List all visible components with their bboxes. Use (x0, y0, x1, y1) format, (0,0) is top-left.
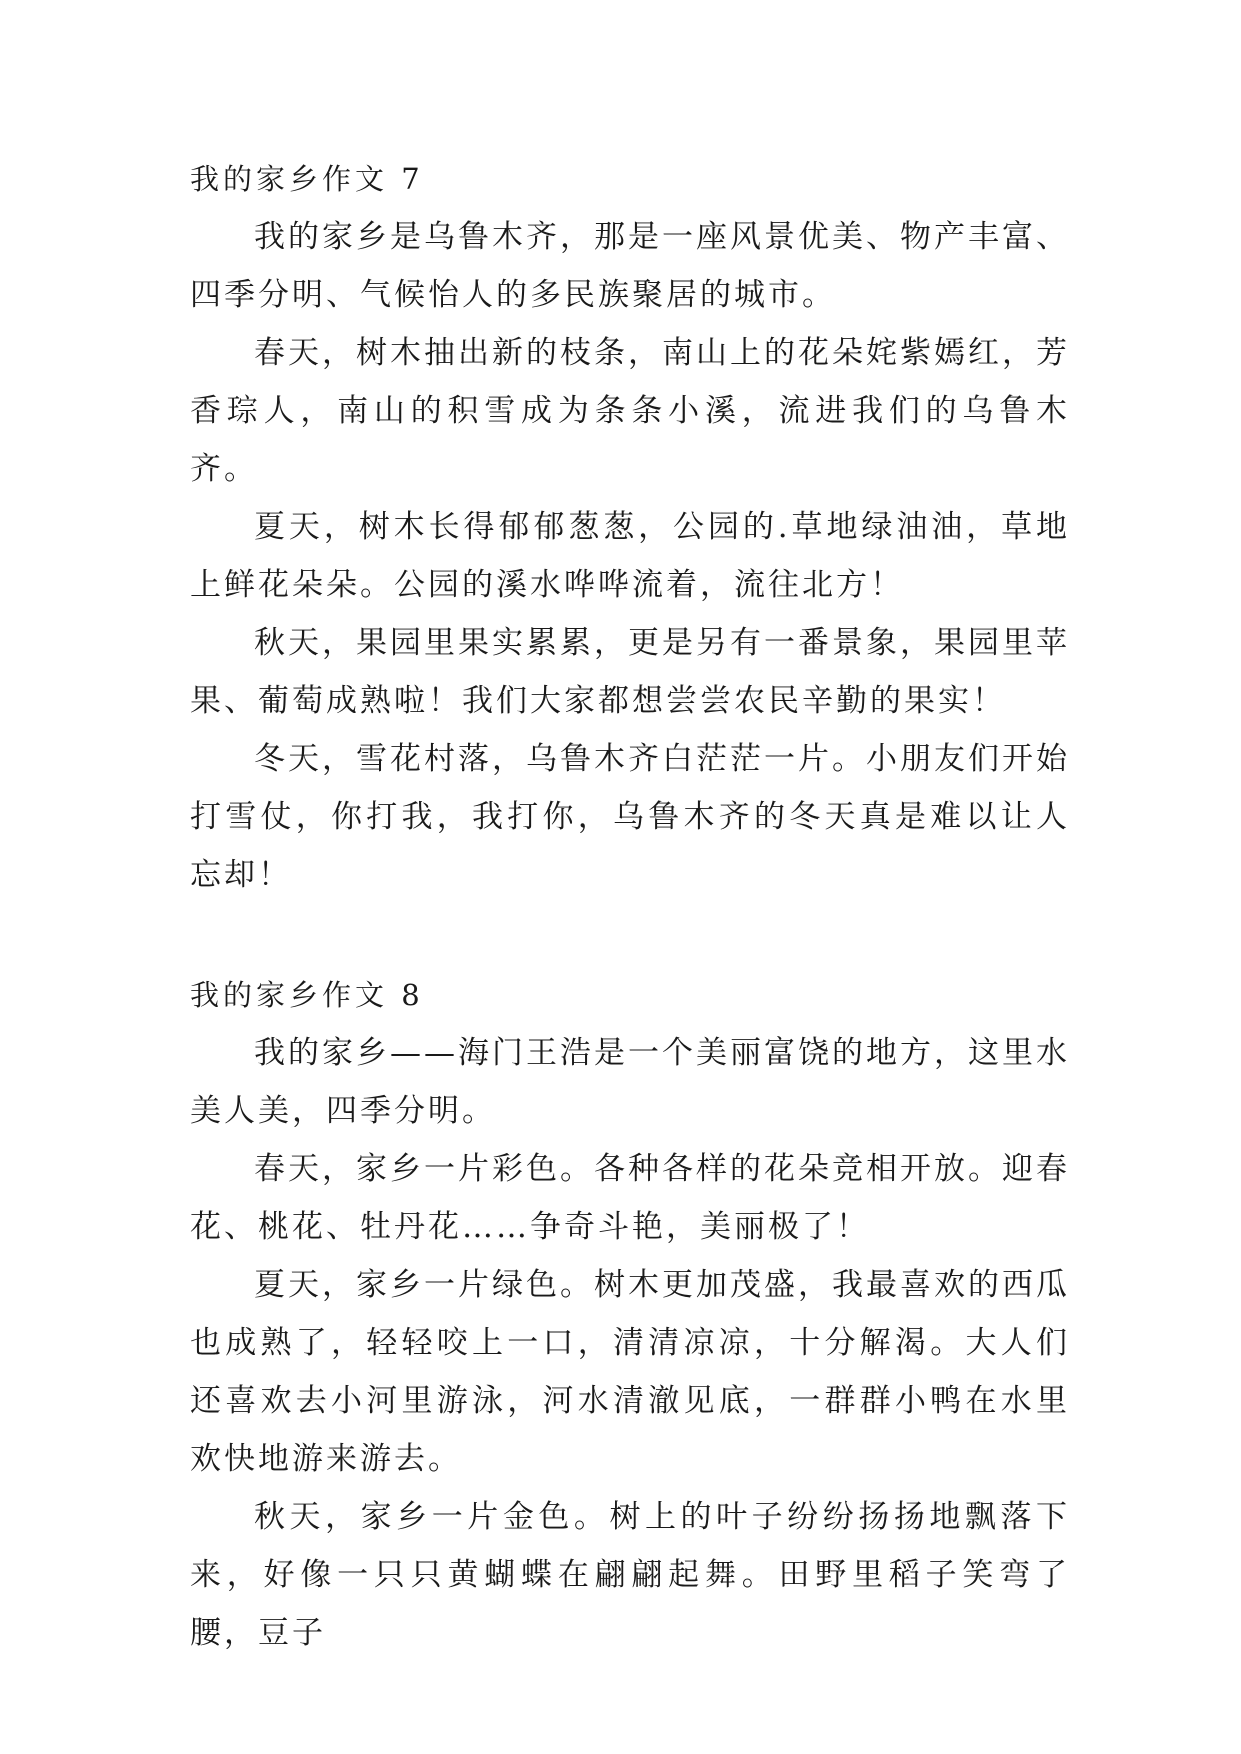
paragraph: 我的家乡——海门王浩是一个美丽富饶的地方，这里水美人美，四季分明。 (190, 1035, 1070, 1129)
document-page (190, 150, 1070, 1662)
essay-7 (190, 150, 1070, 904)
essay-title: 我的家乡作文 7 (190, 162, 424, 196)
paragraph: 我的家乡是乌鲁木齐，那是一座风景优美、物产丰富、四季分明、气候怡人的多民族聚居的城市。 (190, 219, 1070, 313)
essay-title: 我的家乡作文 8 (190, 978, 424, 1012)
essay-8 (190, 966, 1070, 1662)
paragraph: 秋天，家乡一片金色。树上的叶子纷纷扬扬地飘落下来，好像一只只黄蝴蝶在翩翩起舞。田野里稻子笑弯了腰，豆子 (190, 1499, 1070, 1651)
paragraph: 秋天，果园里果实累累，更是另有一番景象，果园里苹果、葡萄成熟啦！我们大家都想尝尝农民辛勤的果实！ (190, 625, 1070, 719)
paragraph: 夏天，家乡一片绿色。树木更加茂盛，我最喜欢的西瓜也成熟了，轻轻咬上一口，清清凉凉，十分解渴。大人们还喜欢去小河里游泳，河水清澈见底，一群群小鸭在水里欢快地游来游去。 (190, 1267, 1070, 1477)
paragraph: 冬天，雪花村落，乌鲁木齐白茫茫一片。小朋友们开始打雪仗，你打我，我打你，乌鲁木齐的冬天真是难以让人忘却！ (190, 741, 1070, 893)
paragraph: 春天，家乡一片彩色。各种各样的花朵竞相开放。迎春花、桃花、牡丹花……争奇斗艳，美丽极了！ (190, 1151, 1070, 1245)
paragraph: 夏天，树木长得郁郁葱葱，公园的.草地绿油油，草地上鲜花朵朵。公园的溪水哗哗流着，流往北方！ (190, 509, 1070, 603)
paragraph: 春天，树木抽出新的枝条，南山上的花朵姹紫嫣红，芳香琮人，南山的积雪成为条条小溪，流进我们的乌鲁木齐。 (190, 335, 1070, 487)
